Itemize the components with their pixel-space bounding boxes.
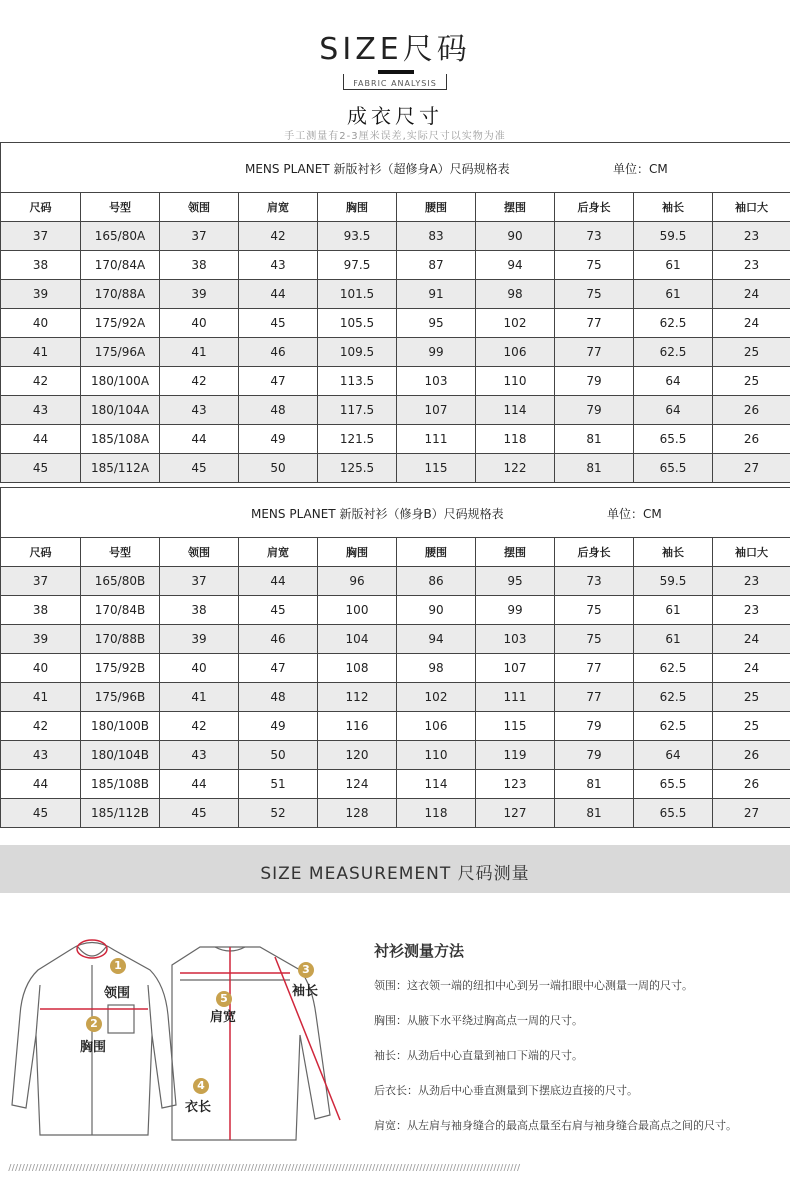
table-cell: 41: [1, 338, 81, 367]
table-cell: 25: [713, 683, 790, 712]
table-cell: 97.5: [318, 251, 397, 280]
table-cell: 91: [397, 280, 476, 309]
instruction-sleeve: 袖长：从劲后中心直量到袖口下端的尺寸。: [374, 1049, 583, 1062]
table-cell: 110: [476, 367, 555, 396]
table-cell: 24: [713, 625, 790, 654]
table-cell: 48: [239, 683, 318, 712]
table-row: [1, 799, 790, 828]
table-cell: 40: [1, 309, 81, 338]
table-cell: 79: [555, 367, 634, 396]
table-cell: 170/84B: [81, 596, 160, 625]
footer-divider: ////////////////////////////////////////////////////////////////////////////////////////////////////////////////////////////////////////////////////////: [8, 1163, 521, 1171]
table-cell: 26: [713, 396, 790, 425]
label-chest: 胸围: [80, 1040, 107, 1055]
table-cell: 77: [555, 683, 634, 712]
table-cell: 185/112B: [81, 799, 160, 828]
column-header: 号型: [81, 193, 160, 222]
table-cell: 44: [160, 770, 239, 799]
table-cell: 40: [160, 309, 239, 338]
table-cell: 45: [239, 309, 318, 338]
table-cell: 65.5: [634, 454, 713, 483]
table-cell: 170/84A: [81, 251, 160, 280]
table-cell: 103: [397, 367, 476, 396]
table-cell: 185/108A: [81, 425, 160, 454]
table-cell: 101.5: [318, 280, 397, 309]
column-header: 腰围: [397, 538, 476, 567]
table-cell: 39: [1, 625, 81, 654]
table-cell: 62.5: [634, 309, 713, 338]
size-table-a: [0, 142, 790, 483]
table-cell: 180/104A: [81, 396, 160, 425]
table-cell: 24: [713, 654, 790, 683]
table-cell: 98: [397, 654, 476, 683]
instruction-collar: 领围：这衣领一端的纽扣中心到另一端扣眼中心测量一周的尺寸。: [374, 979, 693, 992]
table-cell: 175/96B: [81, 683, 160, 712]
table-cell: 185/108B: [81, 770, 160, 799]
column-header: 摆围: [476, 538, 555, 567]
table-cell: 65.5: [634, 425, 713, 454]
table-cell: 79: [555, 396, 634, 425]
table-cell: 64: [634, 396, 713, 425]
table-cell: 119: [476, 741, 555, 770]
page-header: [0, 0, 790, 150]
column-header: 袖口大: [713, 538, 790, 567]
table-cell: 27: [713, 799, 790, 828]
table-cell: 75: [555, 251, 634, 280]
table-cell: 46: [239, 338, 318, 367]
measurement-band-title: SIZE MEASUREMENT 尺码测量: [260, 864, 530, 884]
table-cell: 180/104B: [81, 741, 160, 770]
instruction-length: 后衣长：从劲后中心垂直测量到下摆底边直接的尺寸。: [374, 1084, 638, 1097]
table-caption-row: [1, 488, 790, 538]
table-cell: 40: [160, 654, 239, 683]
table-cell: 62.5: [634, 683, 713, 712]
table-row: [1, 454, 790, 483]
table-cell: 180/100B: [81, 712, 160, 741]
column-header: 袖长: [634, 193, 713, 222]
table-cell: 41: [160, 683, 239, 712]
shirt-illustration: [0, 925, 360, 1165]
table-cell: 49: [239, 425, 318, 454]
table-cell: 47: [239, 654, 318, 683]
table-cell: 118: [476, 425, 555, 454]
table-header-row: [1, 193, 790, 222]
table-cell: 65.5: [634, 770, 713, 799]
table-cell: 75: [555, 596, 634, 625]
table-cell: 106: [476, 338, 555, 367]
table-cell: 43: [160, 396, 239, 425]
table-cell: 42: [160, 367, 239, 396]
table-cell: 23: [713, 567, 790, 596]
column-header: 肩宽: [239, 538, 318, 567]
table-cell: 38: [160, 251, 239, 280]
table-cell: 24: [713, 309, 790, 338]
instructions-title: 衬衫测量方法: [374, 942, 465, 960]
label-length: 衣长: [185, 1100, 212, 1115]
table-cell: 40: [1, 654, 81, 683]
table-cell: 94: [397, 625, 476, 654]
table-cell: 44: [239, 280, 318, 309]
shirt-diagram: [0, 925, 360, 1165]
table-cell: 165/80B: [81, 567, 160, 596]
table-row: [1, 683, 790, 712]
table-cell: 43: [1, 396, 81, 425]
table-cell: 95: [476, 567, 555, 596]
table-cell: 99: [397, 338, 476, 367]
table-row: [1, 338, 790, 367]
table-cell: 79: [555, 741, 634, 770]
table-cell: 102: [476, 309, 555, 338]
table-cell: 45: [239, 596, 318, 625]
table-cell: 175/92B: [81, 654, 160, 683]
table-cell: 100: [318, 596, 397, 625]
table-cell: 43: [160, 741, 239, 770]
table-cell: 26: [713, 425, 790, 454]
column-header: 领围: [160, 193, 239, 222]
table-cell: 41: [1, 683, 81, 712]
table-cell: 113.5: [318, 367, 397, 396]
subtitle-bracket-bottom: [343, 89, 447, 90]
table-row: [1, 280, 790, 309]
table-cell: 64: [634, 741, 713, 770]
table-cell: 81: [555, 799, 634, 828]
table-cell: 59.5: [634, 567, 713, 596]
table-cell: 64: [634, 367, 713, 396]
table-cell: 81: [555, 770, 634, 799]
table-cell: 115: [476, 712, 555, 741]
table-cell: 170/88B: [81, 625, 160, 654]
table-row: [1, 596, 790, 625]
page-title: SIZE尺码: [319, 32, 471, 67]
table-cell: 46: [239, 625, 318, 654]
table-cell: 27: [713, 454, 790, 483]
label-shoulder: 肩宽: [210, 1010, 237, 1025]
table-cell: 61: [634, 625, 713, 654]
table-cell: 106: [397, 712, 476, 741]
table-cell: 52: [239, 799, 318, 828]
table-cell: 109.5: [318, 338, 397, 367]
table-cell: 37: [1, 222, 81, 251]
table-cell: 25: [713, 338, 790, 367]
table-cell: 62.5: [634, 654, 713, 683]
table-cell: 45: [160, 454, 239, 483]
column-header: 号型: [81, 538, 160, 567]
table-cell: 50: [239, 741, 318, 770]
table-cell: 37: [1, 567, 81, 596]
measurement-band: [0, 845, 790, 893]
table-cell: 38: [1, 251, 81, 280]
table-cell: 38: [160, 596, 239, 625]
table-cell: 108: [318, 654, 397, 683]
marker-2-icon: 2: [86, 1016, 102, 1032]
size-table-b: [0, 487, 790, 828]
table-cell: 39: [160, 280, 239, 309]
table-cell: 62.5: [634, 712, 713, 741]
table-cell: 23: [713, 222, 790, 251]
table-cell: 25: [713, 367, 790, 396]
table-cell: 175/92A: [81, 309, 160, 338]
table-cell: 39: [1, 280, 81, 309]
label-collar: 领围: [104, 986, 131, 1001]
table-cell: 103: [476, 625, 555, 654]
table-row: [1, 425, 790, 454]
table-cell: 26: [713, 741, 790, 770]
table-row: [1, 251, 790, 280]
column-header: 袖口大: [713, 193, 790, 222]
table-cell: 44: [1, 770, 81, 799]
table-cell: 43: [1, 741, 81, 770]
table-cell: 75: [555, 625, 634, 654]
table-cell: 23: [713, 596, 790, 625]
column-header: 领围: [160, 538, 239, 567]
table-cell: 111: [476, 683, 555, 712]
table-cell: 127: [476, 799, 555, 828]
table-cell: 123: [476, 770, 555, 799]
table-cell: 59.5: [634, 222, 713, 251]
table-unit: 单位：CM: [607, 507, 662, 521]
table-cell: 75: [555, 280, 634, 309]
table-cell: 45: [160, 799, 239, 828]
marker-4-icon: 4: [193, 1078, 209, 1094]
table-cell: 45: [1, 454, 81, 483]
table-cell: 79: [555, 712, 634, 741]
table-cell: 99: [476, 596, 555, 625]
table-cell: 120: [318, 741, 397, 770]
table-cell: 112: [318, 683, 397, 712]
table-cell: 77: [555, 654, 634, 683]
table-cell: 25: [713, 712, 790, 741]
column-header: 肩宽: [239, 193, 318, 222]
table-cell: 24: [713, 280, 790, 309]
table-cell: 47: [239, 367, 318, 396]
table-row: [1, 654, 790, 683]
table-cell: 107: [397, 396, 476, 425]
marker-1-icon: 1: [110, 958, 126, 974]
table-cell: 41: [160, 338, 239, 367]
table-cell: 118: [397, 799, 476, 828]
table-cell: 90: [476, 222, 555, 251]
table-row: [1, 712, 790, 741]
table-cell: 124: [318, 770, 397, 799]
instruction-chest: 胸围：从腋下水平绕过胸高点一周的尺寸。: [374, 1014, 583, 1027]
table-cell: 37: [160, 222, 239, 251]
table-cell: 116: [318, 712, 397, 741]
column-header: 胸围: [318, 538, 397, 567]
table-cell: 43: [239, 251, 318, 280]
title-accent-bar: [378, 70, 414, 74]
table-cell: 96: [318, 567, 397, 596]
instruction-shoulder: 肩宽：从左肩与袖身缝合的最高点量至右肩与袖身缝合最高点之间的尺寸。: [374, 1119, 737, 1132]
table-cell: 42: [1, 367, 81, 396]
table-caption: MENS PLANET 新版衬衫（修身B）尺码规格表: [251, 507, 504, 521]
table-header-row: [1, 538, 790, 567]
table-cell: 165/80A: [81, 222, 160, 251]
table-cell: 65.5: [634, 799, 713, 828]
column-header: 胸围: [318, 193, 397, 222]
table-cell: 122: [476, 454, 555, 483]
table-cell: 98: [476, 280, 555, 309]
table-cell: 62.5: [634, 338, 713, 367]
table-cell: 95: [397, 309, 476, 338]
table-row: [1, 567, 790, 596]
table-cell: 51: [239, 770, 318, 799]
table-row: [1, 770, 790, 799]
table-cell: 104: [318, 625, 397, 654]
table-cell: 121.5: [318, 425, 397, 454]
table-cell: 81: [555, 425, 634, 454]
table-cell: 61: [634, 596, 713, 625]
table-unit: 单位：CM: [613, 162, 668, 176]
table-cell: 180/100A: [81, 367, 160, 396]
table-cell: 42: [1, 712, 81, 741]
table-cell: 26: [713, 770, 790, 799]
column-header: 摆围: [476, 193, 555, 222]
table-cell: 42: [160, 712, 239, 741]
table-cell: 117.5: [318, 396, 397, 425]
table-row: [1, 222, 790, 251]
table-row: [1, 625, 790, 654]
table-cell: 81: [555, 454, 634, 483]
table-cell: 77: [555, 309, 634, 338]
measurement-note: 手工测量有2-3厘米误差,实际尺寸以实物为准: [284, 131, 506, 142]
table-cell: 77: [555, 338, 634, 367]
table-caption: MENS PLANET 新版衬衫（超修身A）尺码规格表: [245, 162, 510, 176]
column-header: 后身长: [555, 538, 634, 567]
table-cell: 102: [397, 683, 476, 712]
table-cell: 170/88A: [81, 280, 160, 309]
table-cell: 105.5: [318, 309, 397, 338]
table-cell: 42: [239, 222, 318, 251]
page-subtitle: FABRIC ANALYSIS: [353, 79, 437, 88]
table-cell: 175/96A: [81, 338, 160, 367]
table-cell: 44: [239, 567, 318, 596]
column-header: 袖长: [634, 538, 713, 567]
marker-3-icon: 3: [298, 962, 314, 978]
table-cell: 44: [1, 425, 81, 454]
table-caption-row: [1, 143, 790, 193]
table-row: [1, 741, 790, 770]
table-cell: 111: [397, 425, 476, 454]
table-cell: 87: [397, 251, 476, 280]
table-cell: 73: [555, 567, 634, 596]
table-cell: 94: [476, 251, 555, 280]
label-sleeve: 袖长: [292, 984, 319, 999]
table-cell: 114: [397, 770, 476, 799]
table-cell: 50: [239, 454, 318, 483]
table-cell: 125.5: [318, 454, 397, 483]
column-header: 后身长: [555, 193, 634, 222]
table-cell: 107: [476, 654, 555, 683]
table-cell: 44: [160, 425, 239, 454]
table-cell: 73: [555, 222, 634, 251]
measure-instructions: [374, 940, 784, 1152]
table-cell: 83: [397, 222, 476, 251]
table-row: [1, 367, 790, 396]
table-cell: 115: [397, 454, 476, 483]
table-cell: 48: [239, 396, 318, 425]
table-cell: 61: [634, 280, 713, 309]
table-cell: 90: [397, 596, 476, 625]
table-cell: 110: [397, 741, 476, 770]
table-cell: 39: [160, 625, 239, 654]
table-cell: 93.5: [318, 222, 397, 251]
table-cell: 61: [634, 251, 713, 280]
table-cell: 37: [160, 567, 239, 596]
table-cell: 45: [1, 799, 81, 828]
column-header: 尺码: [1, 538, 81, 567]
section-title: 成衣尺寸: [347, 104, 443, 128]
table-cell: 23: [713, 251, 790, 280]
table-row: [1, 396, 790, 425]
table-cell: 86: [397, 567, 476, 596]
table-row: [1, 309, 790, 338]
column-header: 尺码: [1, 193, 81, 222]
table-cell: 38: [1, 596, 81, 625]
marker-5-icon: 5: [216, 991, 232, 1007]
table-cell: 185/112A: [81, 454, 160, 483]
column-header: 腰围: [397, 193, 476, 222]
table-cell: 114: [476, 396, 555, 425]
table-cell: 128: [318, 799, 397, 828]
table-cell: 49: [239, 712, 318, 741]
